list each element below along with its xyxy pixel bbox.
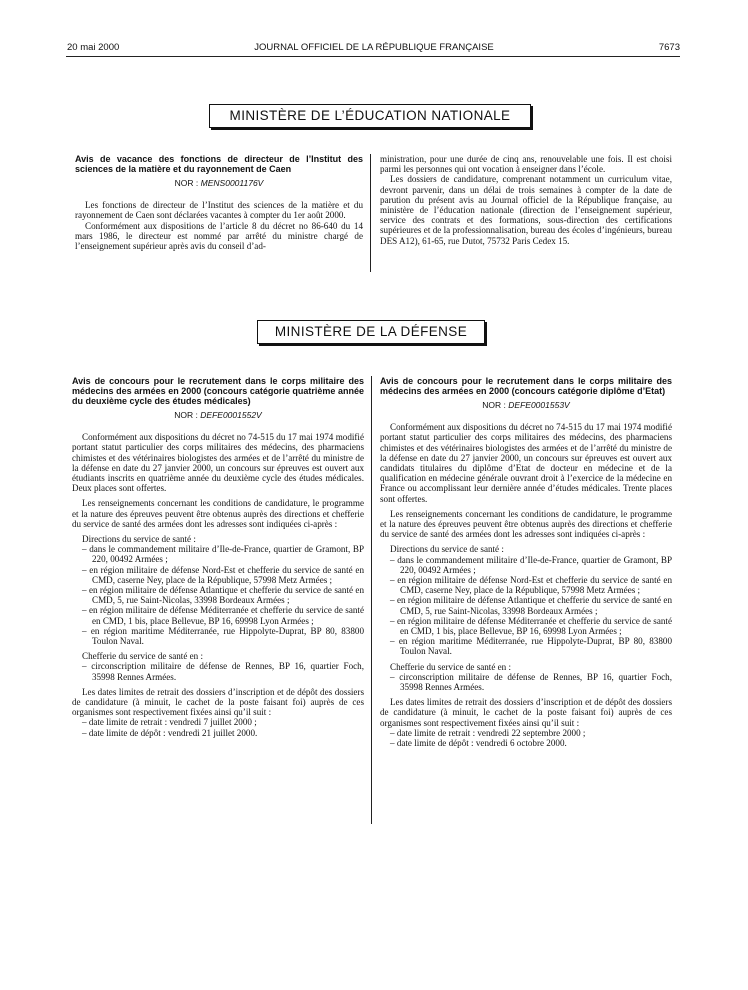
paragraph: Conformément aux dispositions du décret no 74-515 du 17 mai 1974 modifié portant statut particulier des corps militaires des médecins, des pharmaciens chimistes et des vétérinaires biologistes des armées et de l’arrêté du ministre de la défense en date du 27 janvier 2000, un concours sur épreuves est ouvert aux étudiants inscrits en quatrième année du deuxième cycle des études médicales. Deux places sont offertes.: [72, 432, 364, 494]
ministry-title-education: MINISTÈRE DE L’ÉDUCATION NATIONALE: [209, 104, 531, 128]
chefferie-label: Chefferie du service de santé en :: [390, 661, 512, 672]
list-item: – en région militaire de défense Nord-Est et chefferie du service de santé en CMD, caserne Ney, place de la République, 57998 Metz Armées ;: [390, 575, 672, 596]
notice-vacance-right: [380, 154, 672, 246]
paragraph: Conformément aux dispositions du décret no 74-515 du 17 mai 1974 modifié portant statut particulier des corps militaires des médecins, des pharmaciens chimistes et des vétérinaires biologistes des armées et de l’arrêté du ministre de la défense en date du 27 janvier 2000, un concours sur épreuves est ouvert aux candidats titulaires du diplôme d’Etat de docteur en médecine et de la qualification en médecine générale ouvrant droit à l’exercice de la médecine en France ou accomplissant leur dernière année d’études médicales. Trente places sont offertes.: [380, 422, 672, 504]
notice-title: Avis de vacance des fonctions de directeur de l’Institut des sciences de la matière et du rayonnement de Caen: [75, 154, 363, 174]
header-date: 20 mai 2000: [67, 42, 120, 53]
nor-line: NOR : DEFE0001552V: [174, 410, 262, 420]
paragraph: Les fonctions de directeur de l’Institut des sciences de la matière et du rayonnement de Caen sont déclarées vacantes à compter du 1er août 2000.: [75, 200, 363, 221]
paragraph: Les dates limites de retrait des dossiers d’inscription et de dépôt des dossiers de candidature (à minuit, le cachet de la poste faisant foi) auprès de ces organismes sont respectivement fixées ainsi qu’il suit :: [380, 697, 672, 728]
list-item: – dans le commandement militaire d’Ile-de-France, quartier de Gramont, BP 220, 00492 Armées ;: [390, 554, 672, 575]
dates-list: [380, 728, 672, 748]
list-item: – date limite de retrait : vendredi 7 juillet 2000 ;: [82, 717, 257, 728]
list-item: – dans le commandement militaire d’Ile-de-France, quartier de Gramont, BP 220, 00492 Armées ;: [82, 544, 364, 565]
notice-concours-left: [72, 376, 364, 738]
list-item: – en région militaire de défense Méditerranée et chefferie du service de santé en CMD, 1 bis, place Bellevue, BP 16, 69998 Lyon Armées ;: [390, 615, 672, 637]
page-number: 7673: [658, 42, 680, 53]
nor-code: DEFE0001552V: [200, 410, 262, 420]
list-item: – en région militaire de défense Méditerranée et chefferie du service de santé en CMD, 1 bis, place Bellevue, BP 16, 69998 Lyon Armées ;: [82, 605, 364, 626]
list-item: – en région maritime Méditerranée, rue Hippolyte-Duprat, BP 80, 83800 Toulon Naval.: [390, 636, 672, 657]
directions-label: Directions du service de santé :: [82, 534, 196, 545]
list-item: – en région militaire de défense Nord-Est et chefferie du service de santé en CMD, caserne Ney, place de la République, 57998 Metz Armées ;: [82, 564, 364, 585]
notice-title: Avis de concours pour le recrutement dans le corps militaire des médecins des armées en 2000 (concours catégorie quatrième année du deuxième cycle des études médicales): [72, 376, 364, 406]
paragraph: Les dossiers de candidature, comprenant notamment un curriculum vitae, devront parvenir, dans un délai de trois semaines à compter de la date de parution du présent avis au Journal officiel de la République française, au ministère de l’éducation nationale (direction de l’enseignement supérieur, service des contrats et des formations, sous-direction des certifications supérieures et de la professionnalisation, bureau des écoles d’ingénieurs, bureau DES A12), 61-65, rue Dutot, 75732 Paris Cedex 15.: [380, 174, 672, 246]
paragraph: ministration, pour une durée de cinq ans, renouvelable une fois. Il est choisi parmi les personnes qui ont vocation à enseigner dans l’école.: [380, 154, 672, 175]
paragraph: Les dates limites de retrait des dossiers d’inscription et de dépôt des dossiers de candidature (à minuit, le cachet de la poste faisant foi) auprès de ces organismes sont respectivement fixées ainsi qu’il suit :: [72, 686, 364, 718]
paragraph: Conformément aux dispositions de l’article 8 du décret no 86-640 du 14 mars 1986, le directeur est nommé par arrêté du ministre chargé de l’enseignement supérieur après avis du conseil d’ad-: [75, 220, 363, 252]
list-item: – date limite de dépôt : vendredi 6 octobre 2000.: [390, 738, 567, 749]
notice-vacance-left: [75, 154, 363, 251]
nor-line: NOR : MENS0001176V: [174, 178, 264, 188]
paragraph: Les renseignements concernant les conditions de candidature, le programme et la nature des épreuves peuvent être obtenus auprès des directions et chefferie du service de santé des armées dont les adresses sont indiquées ci-après :: [72, 498, 364, 529]
directions-label: Directions du service de santé :: [390, 544, 504, 555]
list-item: – date limite de dépôt : vendredi 21 juillet 2000.: [82, 727, 258, 738]
column-divider: [371, 376, 372, 824]
header-rule: [66, 56, 680, 57]
nor-code: MENS0001176V: [200, 178, 264, 188]
column-divider: [370, 154, 371, 272]
list-item: – en région maritime Méditerranée, rue Hippolyte-Duprat, BP 80, 83800 Toulon Naval.: [82, 625, 364, 647]
chefferie-label: Chefferie du service de santé en :: [82, 651, 204, 662]
directions-list: [380, 555, 672, 657]
dates-list: [72, 717, 364, 737]
nor-code: DEFE0001553V: [508, 400, 570, 410]
paragraph: Les renseignements concernant les conditions de candidature, le programme et la nature des épreuves peuvent être obtenus auprès des directions et chefferie du service de santé des armées dont les adresses sont indiquées ci-après :: [380, 508, 672, 540]
chefferie-list: [72, 661, 364, 681]
notice-title: Avis de concours pour le recrutement dans le corps militaire des médecins des armées en 2000 (concours catégorie diplôme d’Etat): [380, 376, 672, 396]
notice-concours-right: [380, 376, 672, 748]
nor-line: NOR : DEFE0001553V: [482, 400, 570, 410]
journal-title: JOURNAL OFFICIEL DE LA RÉPUBLIQUE FRANÇAISE: [254, 42, 494, 53]
chefferie-list: [380, 672, 672, 692]
list-item: – en région militaire de défense Atlantique et chefferie du service de santé en CMD, 5, rue Saint-Nicolas, 33998 Bordeaux Armées ;: [82, 585, 364, 606]
list-item: – circonscription militaire de défense de Rennes, BP 16, quartier Foch, 35998 Rennes Armées.: [390, 671, 672, 693]
list-item: – circonscription militaire de défense de Rennes, BP 16, quartier Foch, 35998 Rennes Armées.: [82, 661, 364, 682]
list-item: – date limite de retrait : vendredi 22 septembre 2000 ;: [390, 727, 586, 738]
directions-list: [72, 544, 364, 646]
ministry-title-defense: MINISTÈRE DE LA DÉFENSE: [257, 320, 485, 344]
list-item: – en région militaire de défense Atlantique et chefferie du service de santé en CMD, 5, rue Saint-Nicolas, 33998 Bordeaux Armées ;: [390, 595, 672, 616]
